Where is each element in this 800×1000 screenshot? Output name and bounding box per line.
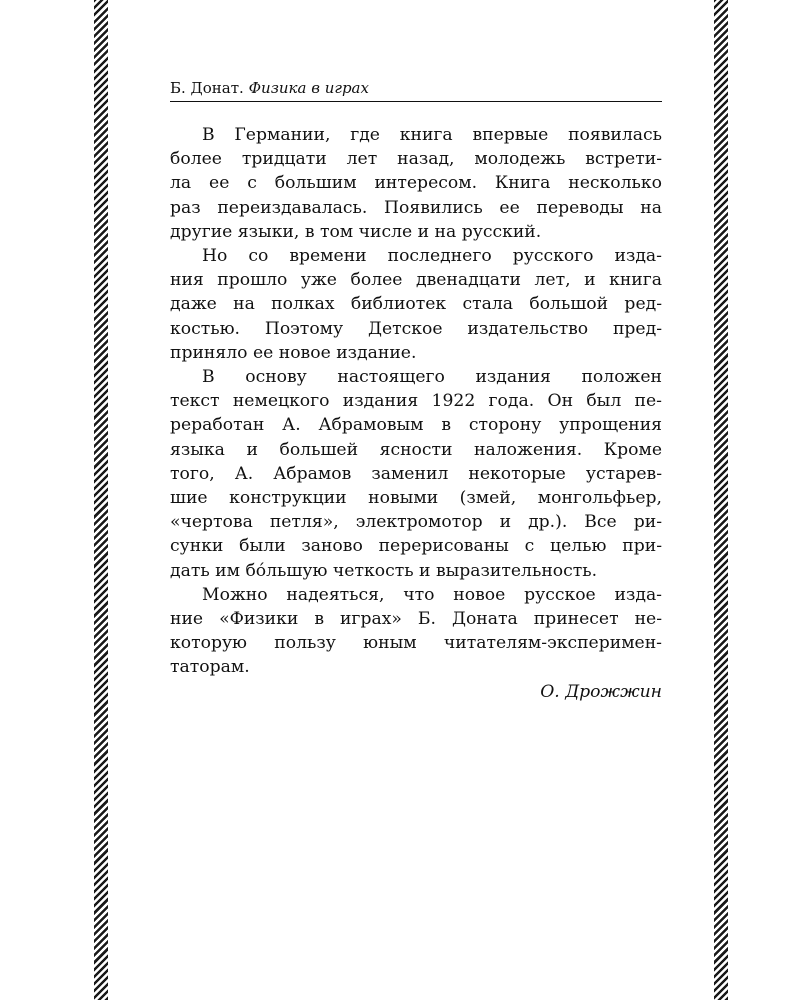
header-book-title: Физика в играх [248, 79, 369, 97]
text-line: Но со времени последнего русского изда- [202, 246, 662, 267]
text-line: реработан А. Абрамовым в сторону упрощения [170, 415, 662, 436]
right-decorative-border [714, 0, 728, 1000]
body-text [170, 123, 662, 704]
text-line: сунки были заново перерисованы с целью при- [170, 536, 662, 557]
text-line: таторам. [170, 657, 250, 678]
text-line: раз переиздавалась. Появились ее переводы на [170, 197, 662, 218]
text-line: текст немецкого издания 1922 года. Он был пе- [170, 391, 662, 412]
left-decorative-border [94, 0, 108, 1000]
text-line: которую пользу юным читателям-эксперимен- [170, 633, 662, 654]
header-rule [170, 101, 662, 102]
text-line: более тридцати лет назад, молодежь встрети- [170, 149, 662, 170]
text-line: приняло ее новое издание. [170, 342, 417, 363]
text-line: дать им бо́льшую четкость и выразительность. [170, 560, 598, 581]
text-line: того, А. Абрамов заменил некоторые устарев- [170, 463, 662, 484]
text-line: Можно надеяться, что новое русское изда- [202, 584, 662, 605]
text-line: ние «Физики в играх» Б. Доната принесет не- [170, 609, 662, 630]
text-line: «чертова петля», электромотор и др.). Все ри- [170, 512, 662, 533]
header-author: Б. Донат. [170, 79, 244, 97]
text-line: шие конструкции новыми (змей, монгольфьер, [170, 488, 662, 509]
running-header [170, 79, 660, 97]
signature: О. Дрожжин [540, 681, 662, 702]
text-line: ла ее с большим интересом. Книга несколько [170, 173, 662, 194]
text-line: языка и большей ясности наложения. Кроме [170, 439, 662, 460]
text-line: костью. Поэтому Детское издательство пред- [170, 318, 662, 339]
text-line: ния прошло уже более двенадцати лет, и книга [170, 270, 662, 291]
text-line: В Германии, где книга впервые появилась [202, 125, 662, 145]
text-line: другие языки, в том числе и на русский. [170, 221, 542, 242]
text-line: даже на полках библиотек стала большой ред- [170, 294, 662, 315]
text-line: В основу настоящего издания положен [202, 367, 662, 388]
